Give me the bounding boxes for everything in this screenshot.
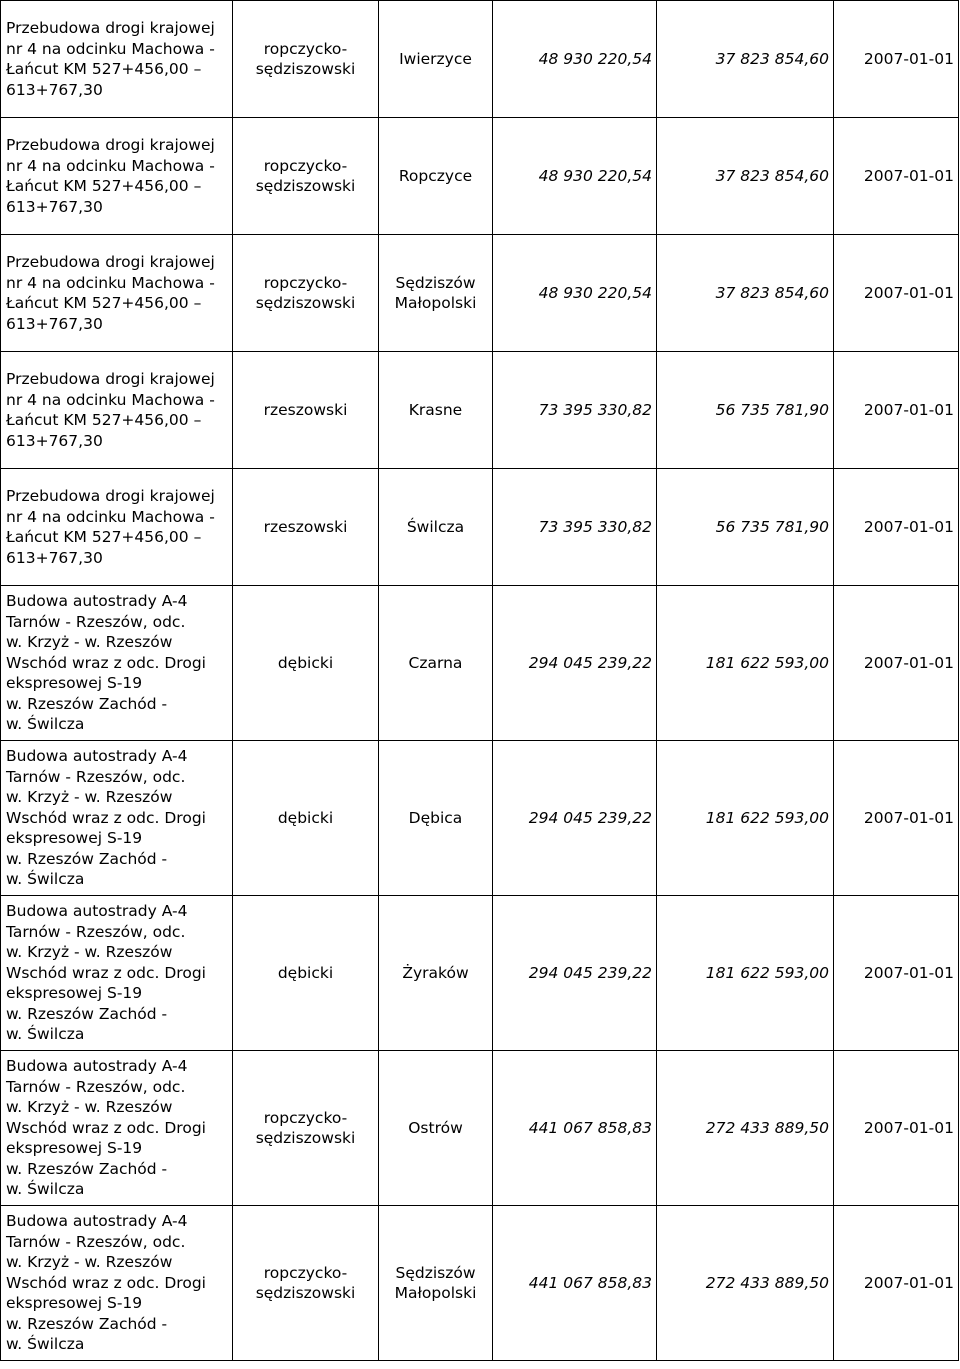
project-name-cell-line: Łańcut KM 527+456,00 –	[6, 177, 202, 195]
project-name-cell-line: nr 4 na odcinku Machowa -	[6, 507, 215, 526]
project-name-cell-line: w. Krzyż - w. Rzeszów	[6, 943, 173, 962]
municipality-cell	[379, 741, 493, 896]
total-value-cell: 48 930 220,54	[493, 118, 657, 235]
project-name-cell-line: w. Rzeszów Zachód -	[6, 1004, 168, 1023]
total-value-cell: 441 067 858,83	[493, 1051, 657, 1206]
county-cell-line: ropczycko-	[263, 273, 348, 292]
project-name-cell-line: Budowa autostrady A-4	[6, 1212, 188, 1231]
county-cell-line: ropczycko-	[263, 1108, 348, 1127]
eu-value-cell: 56 735 781,90	[657, 352, 834, 469]
project-name-cell-line: Budowa autostrady A-4	[6, 592, 188, 611]
project-name-cell-line: Przebudowa drogi krajowej	[6, 487, 215, 505]
table-body	[1, 1, 959, 1361]
eu-value-cell: 272 433 889,50	[657, 1051, 834, 1206]
project-name-cell-line: Tarnów - Rzeszów, odc.	[6, 612, 186, 631]
eu-value-cell: 56 735 781,90	[657, 469, 834, 586]
municipality-cell	[379, 1051, 493, 1206]
date-cell: 2007-01-01	[834, 469, 959, 586]
project-name-cell-line: w. Krzyż - w. Rzeszów	[6, 633, 173, 652]
project-name-cell	[1, 1051, 233, 1206]
project-name-cell-line: Tarnów - Rzeszów, odc.	[6, 1232, 186, 1251]
project-name-cell-line: Przebudowa drogi krajowej	[6, 370, 215, 388]
project-name-cell-line: w. Krzyż - w. Rzeszów	[6, 1253, 173, 1272]
municipality-cell-line: Świlcza	[406, 517, 465, 536]
table-row	[1, 1051, 959, 1206]
project-name-cell-line: w. Krzyż - w. Rzeszów	[6, 788, 173, 807]
municipality-cell-line: Czarna	[408, 653, 463, 672]
project-name-cell-line: Budowa autostrady A-4	[6, 747, 188, 766]
project-name-cell-line: w. Rzeszów Zachód -	[6, 1314, 168, 1333]
municipality-cell	[379, 235, 493, 352]
project-name-cell	[1, 118, 233, 235]
eu-value-cell: 181 622 593,00	[657, 586, 834, 741]
eu-value-cell: 37 823 854,60	[657, 1, 834, 118]
project-name-cell-line: Budowa autostrady A-4	[6, 902, 188, 921]
project-name-cell-line: 613+767,30	[6, 197, 103, 216]
county-cell-line: sędziszowski	[255, 177, 356, 195]
project-name-cell-line: Łańcut KM 527+456,00 –	[6, 294, 202, 312]
county-cell-line: sędziszowski	[255, 60, 356, 78]
date-cell: 2007-01-01	[834, 235, 959, 352]
project-name-cell-line: ekspresowej S-19	[6, 984, 143, 1003]
county-cell-line: sędziszowski	[255, 294, 356, 312]
date-cell: 2007-01-01	[834, 1, 959, 118]
project-name-cell-line: Tarnów - Rzeszów, odc.	[6, 767, 186, 786]
municipality-cell-line: Dębica	[408, 808, 463, 827]
project-name-cell-line: ekspresowej S-19	[6, 1139, 143, 1158]
municipality-cell	[379, 586, 493, 741]
total-value-cell: 294 045 239,22	[493, 586, 657, 741]
project-name-cell-line: w. Rzeszów Zachód -	[6, 849, 168, 868]
project-name-cell-line: w. Świlcza	[6, 870, 85, 889]
county-cell	[233, 1, 379, 118]
project-name-cell-line: Wschód wraz z odc. Drogi	[6, 653, 206, 672]
municipality-cell	[379, 469, 493, 586]
project-name-cell-line: nr 4 na odcinku Machowa -	[6, 156, 215, 175]
county-cell-line: sędziszowski	[255, 1129, 356, 1147]
county-cell-line: ropczycko-	[263, 1263, 348, 1282]
total-value-cell: 294 045 239,22	[493, 896, 657, 1051]
table-row	[1, 1206, 959, 1361]
project-name-cell-line: w. Rzeszów Zachód -	[6, 1159, 168, 1178]
total-value-cell: 294 045 239,22	[493, 741, 657, 896]
date-cell: 2007-01-01	[834, 1051, 959, 1206]
project-name-cell-line: Wschód wraz z odc. Drogi	[6, 1273, 206, 1292]
municipality-cell-line: Małopolski	[394, 1284, 477, 1302]
project-name-cell-line: w. Świlcza	[6, 715, 85, 734]
project-name-cell-line: nr 4 na odcinku Machowa -	[6, 39, 215, 58]
project-name-cell-line: Budowa autostrady A-4	[6, 1057, 188, 1076]
county-cell-line: dębicki	[277, 808, 334, 827]
county-cell-line: rzeszowski	[263, 400, 348, 419]
project-name-cell-line: Przebudowa drogi krajowej	[6, 253, 215, 271]
municipality-cell-line: Sędziszów	[395, 273, 476, 292]
county-cell	[233, 469, 379, 586]
project-name-cell-line: 613+767,30	[6, 314, 103, 333]
project-name-cell-line: w. Świlcza	[6, 1180, 85, 1199]
municipality-cell-line: Małopolski	[394, 294, 477, 312]
project-name-cell-line: w. Rzeszów Zachód -	[6, 694, 168, 713]
project-name-cell-line: Wschód wraz z odc. Drogi	[6, 963, 206, 982]
project-name-cell-line: Przebudowa drogi krajowej	[6, 136, 215, 154]
project-name-cell-line: 613+767,30	[6, 80, 103, 99]
municipality-cell-line: Ropczyce	[398, 166, 473, 185]
total-value-cell: 73 395 330,82	[493, 352, 657, 469]
project-name-cell-line: ekspresowej S-19	[6, 1294, 143, 1313]
table-row	[1, 352, 959, 469]
county-cell-line: dębicki	[277, 963, 334, 982]
table-row	[1, 469, 959, 586]
county-cell	[233, 235, 379, 352]
municipality-cell	[379, 118, 493, 235]
project-name-cell-line: Łańcut KM 527+456,00 –	[6, 528, 202, 546]
table-row	[1, 1, 959, 118]
project-name-cell-line: nr 4 na odcinku Machowa -	[6, 390, 215, 409]
municipality-cell-line: Krasne	[408, 400, 463, 419]
eu-value-cell: 272 433 889,50	[657, 1206, 834, 1361]
date-cell: 2007-01-01	[834, 896, 959, 1051]
project-name-cell	[1, 1, 233, 118]
table-row	[1, 741, 959, 896]
project-name-cell	[1, 586, 233, 741]
county-cell-line: dębicki	[277, 653, 334, 672]
county-cell	[233, 896, 379, 1051]
project-name-cell-line: Tarnów - Rzeszów, odc.	[6, 1077, 186, 1096]
eu-value-cell: 37 823 854,60	[657, 235, 834, 352]
project-name-cell-line: 613+767,30	[6, 548, 103, 567]
project-name-cell	[1, 896, 233, 1051]
date-cell: 2007-01-01	[834, 586, 959, 741]
project-name-cell-line: Wschód wraz z odc. Drogi	[6, 1118, 206, 1137]
county-cell-line: ropczycko-	[263, 156, 348, 175]
table-row	[1, 235, 959, 352]
table-row	[1, 118, 959, 235]
county-cell-line: ropczycko-	[263, 39, 348, 58]
municipality-cell-line: Żyraków	[402, 963, 469, 982]
eu-value-cell: 37 823 854,60	[657, 118, 834, 235]
project-name-cell-line: Łańcut KM 527+456,00 –	[6, 60, 202, 78]
municipality-cell	[379, 1206, 493, 1361]
municipality-cell	[379, 896, 493, 1051]
county-cell	[233, 352, 379, 469]
project-name-cell-line: Wschód wraz z odc. Drogi	[6, 808, 206, 827]
county-cell	[233, 586, 379, 741]
total-value-cell: 73 395 330,82	[493, 469, 657, 586]
municipality-cell-line: Ostrów	[408, 1118, 463, 1137]
municipality-cell	[379, 1, 493, 118]
total-value-cell: 48 930 220,54	[493, 1, 657, 118]
project-name-cell	[1, 741, 233, 896]
eu-value-cell: 181 622 593,00	[657, 741, 834, 896]
project-name-cell-line: ekspresowej S-19	[6, 674, 143, 693]
project-name-cell	[1, 469, 233, 586]
project-name-cell	[1, 1206, 233, 1361]
project-name-cell-line: w. Krzyż - w. Rzeszów	[6, 1098, 173, 1117]
project-name-cell-line: ekspresowej S-19	[6, 829, 143, 848]
table-row	[1, 896, 959, 1051]
date-cell: 2007-01-01	[834, 118, 959, 235]
project-name-cell-line: w. Świlcza	[6, 1025, 85, 1044]
project-name-cell-line: Łańcut KM 527+456,00 –	[6, 411, 202, 429]
date-cell: 2007-01-01	[834, 741, 959, 896]
municipality-cell	[379, 352, 493, 469]
project-name-cell-line: 613+767,30	[6, 431, 103, 450]
county-cell	[233, 118, 379, 235]
county-cell-line: sędziszowski	[255, 1284, 356, 1302]
date-cell: 2007-01-01	[834, 352, 959, 469]
table-row	[1, 586, 959, 741]
total-value-cell: 48 930 220,54	[493, 235, 657, 352]
project-name-cell-line: Tarnów - Rzeszów, odc.	[6, 922, 186, 941]
project-name-cell-line: w. Świlcza	[6, 1335, 85, 1354]
county-cell	[233, 1206, 379, 1361]
municipality-cell-line: Sędziszów	[395, 1263, 476, 1282]
municipality-cell-line: Iwierzyce	[399, 49, 472, 68]
county-cell	[233, 741, 379, 896]
county-cell	[233, 1051, 379, 1206]
date-cell: 2007-01-01	[834, 1206, 959, 1361]
eu-value-cell: 181 622 593,00	[657, 896, 834, 1051]
project-name-cell	[1, 352, 233, 469]
project-name-cell-line: Przebudowa drogi krajowej	[6, 19, 215, 37]
total-value-cell: 441 067 858,83	[493, 1206, 657, 1361]
project-name-cell-line: nr 4 na odcinku Machowa -	[6, 273, 215, 292]
county-cell-line: rzeszowski	[263, 517, 348, 536]
project-name-cell	[1, 235, 233, 352]
